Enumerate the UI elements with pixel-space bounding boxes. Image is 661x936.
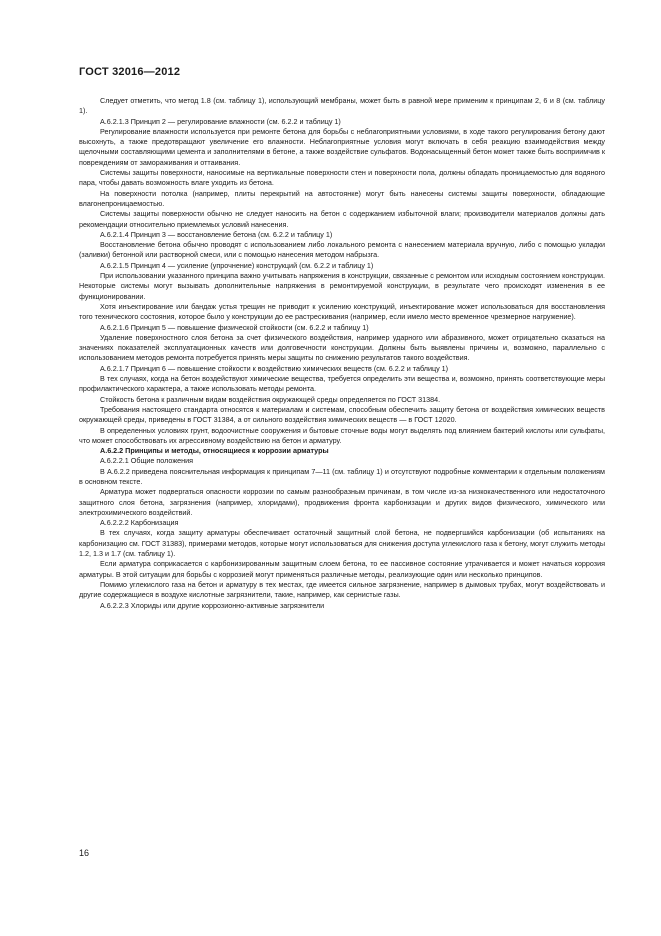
paragraph: Требования настоящего стандарта относятся к материалам и системам, способным обеспечить защиту бетона от воздействия химических веществ окружающей среды, приведены в ГОСТ 31384, а от сильного воздействия химических веществ — в ГОСТ 12020.	[79, 404, 605, 425]
paragraph: Восстановление бетона обычно проводят с использованием либо локального ремонта с нанесением материала вручную, либо с помощью укладки (заливки) бетонной или растворной смеси, или с помощью нанесения методом набрызга.	[79, 240, 605, 260]
paragraph: Системы защиты поверхности, наносимые на вертикальные поверхности стен и поверхности пола, должны обладать проницаемостью для водяного пара, чтобы давать возможность влаге уходить из бетона.	[79, 168, 605, 188]
subsection-heading: А.6.2.2.3 Хлориды или другие коррозионно-активные загрязнители	[100, 600, 325, 610]
document-header: ГОСТ 32016—2012	[79, 66, 181, 78]
subsection-heading: А.6.2.1.4 Принцип 3 — восстановление бетона (см. 6.2.2 и таблицу 1)	[100, 229, 333, 239]
paragraph: В тех случаях, когда защиту арматуры обеспечивает остаточный защитный слой бетона, не подвергшийся карбонизации (об испытаниях на карбонизацию см. ГОСТ 31383), примерами методов, которые могут использоваться для снижения доступа углекислого газа к бетону, могут служить методы 1.2, 1.3 и 1.7 (см. таблицу 1).	[79, 528, 605, 559]
paragraph: Регулирование влажности используется при ремонте бетона для борьбы с неблагоприятными условиями, в ходе такого регулирования бетону дают высохнуть, а также предотвращают увеличение его влажности. Неблагоприятные условия могут включать в себя реакцию взаимодействия между щелочными составляющими цемента и заполнителями в бетоне, а также воздействие сульфатов. Водонасыщенный бетон может также быть восприимчив к повреждениям от замораживания и оттаивания.	[79, 126, 605, 167]
subsection-heading: А.6.2.1.7 Принцип 6 — повышение стойкости к воздействию химических веществ (см. 6.2.2 и таблицу 1)	[100, 363, 449, 373]
page-number: 16	[79, 848, 90, 858]
paragraph: Хотя инъектирование или бандаж устья трещин не приводит к усилению конструкций, инъектирование может использоваться для восстановления того технического состояния, которое было у конструкции до ее растрескивания (например, если имело место временное чрезмерное нагружение).	[79, 301, 605, 322]
paragraph: В тех случаях, когда на бетон воздействуют химические вещества, требуется определить эти вещества и, возможно, принять соответствующие меры профилактического характера, а также использовать методы ремонта.	[79, 374, 605, 394]
subsection-heading: А.6.2.1.5 Принцип 4 — усиление (упрочнение) конструкций (см. 6.2.2 и таблицу 1)	[100, 260, 374, 270]
paragraph: При использовании указанного принципа важно учитывать напряжения в конструкции, связанные с ремонтом или исходным состоянием конструкции. Некоторые системы могут вызывать дополнительные напряжения в ремонтируемой конструкции, в результате чего происходят изменения в ее функционировании.	[79, 271, 605, 301]
subsection-heading: А.6.2.2.1 Общие положения	[100, 456, 194, 466]
paragraph: В А.6.2.2 приведена пояснительная информация к принципам 7—11 (см. таблицу 1) и отсутствуют подробные комментарии к отдельным положениям в основном тексте.	[79, 466, 605, 486]
subsection-heading: А.6.2.1.6 Принцип 5 — повышение физической стойкости (см. 6.2.2 и таблицу 1)	[100, 322, 369, 332]
paragraph: Арматура может подвергаться опасности коррозии по самым разнообразным причинам, в том числе из-за низкокачественного или недостаточного защитного слоя бетона, загрязнения (например, хлоридами), продвижения фронта карбонизации и других видов физического, химического или электрохимического воздействий.	[79, 487, 605, 517]
paragraph: Стойкость бетона к различным видам воздействия окружающей среды определяется по ГОСТ 31384.	[100, 394, 441, 404]
paragraph: Удаление поверхностного слоя бетона за счет физического воздействия, например ударного или абразивного, может отрицательно сказаться на значениях показателей эксплуатационных качеств или долговечности конструкции. Должны быть выявлены причины и, возможно, параллельно с использованием методов ремонта потребуется принять меры защиты по снижению результатов такого воздействия.	[79, 332, 605, 363]
paragraph: В определенных условиях грунт, водоочистные сооружения и бытовые сточные воды могут выделять под влиянием бактерий кислоты или сульфаты, что может способствовать их агрессивному воздействию на бетон и арматуру.	[79, 425, 605, 445]
subsection-heading: А.6.2.1.3 Принцип 2 — регулирование влажности (см. 6.2.2 и таблицу 1)	[100, 116, 341, 126]
paragraph: Системы защиты поверхности обычно не следует наносить на бетон с содержанием избыточной влаги; производители материалов должны дать рекомендации относительно приемлемых условий нанесения.	[79, 209, 605, 229]
paragraph: Помимо углекислого газа на бетон и арматуру в тех местах, где имеется сильное загрязнение, например в дымовых трубах, могут воздействовать и другие содержащиеся в воздухе кислотные загрязнители, такие, например, как сернистые газы.	[79, 579, 605, 600]
subsection-heading: А.6.2.2.2 Карбонизация	[100, 518, 179, 528]
paragraph: На поверхности потолка (например, плиты перекрытий на автостоянке) могут быть нанесены системы защиты поверхности, обладающие влагонепроницаемостью.	[79, 188, 605, 208]
body-text	[79, 96, 605, 611]
paragraph: Если арматура соприкасается с карбонизированным защитным слоем бетона, то ее пассивное состояние утрачивается и может начаться коррозия арматуры. В этой ситуации для борьбы с коррозией могут применяться различные методы, реализующие один или несколько принципов.	[79, 559, 605, 579]
section-heading: А.6.2.2 Принципы и методы, относящиеся к коррозии арматуры	[100, 446, 329, 456]
paragraph: Следует отметить, что метод 1.8 (см. таблицу 1), использующий мембраны, может быть в равной мере применим к принципам 2, 6 и 8 (см. таблицу 1).	[79, 96, 605, 116]
